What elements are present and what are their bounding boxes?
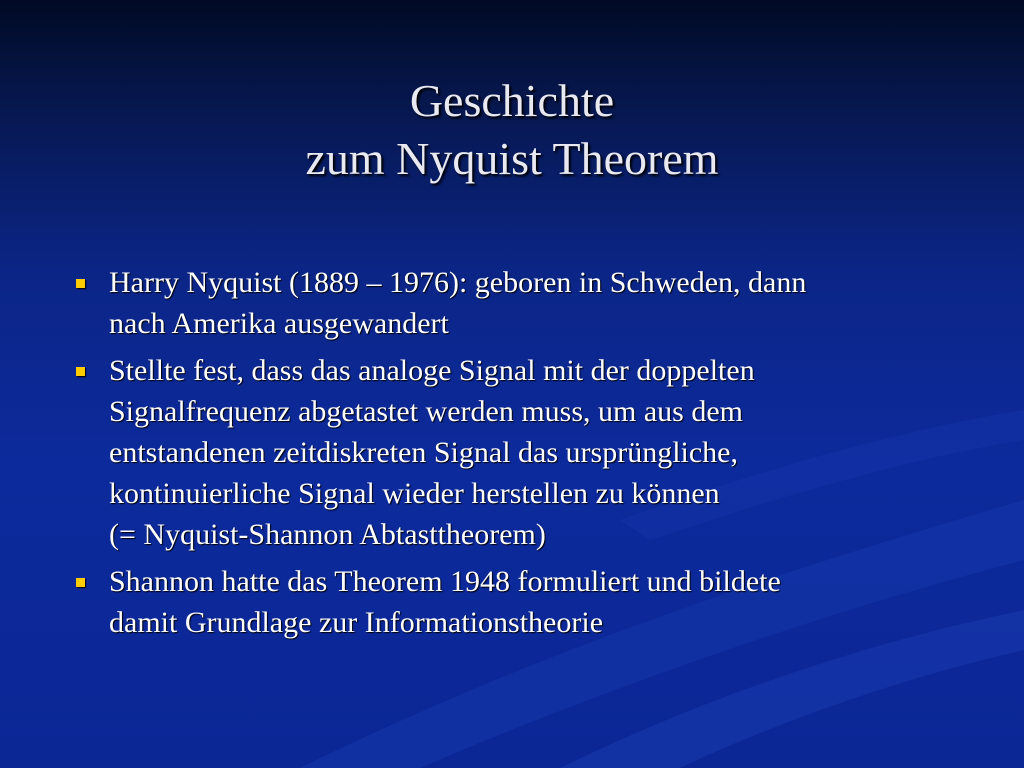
bullet-line: Harry Nyquist (1889 – 1976): geboren in Schweden, dann xyxy=(109,266,807,299)
bullet-line: (= Nyquist-Shannon Abtasttheorem) xyxy=(109,518,546,551)
bullet-line: Shannon hatte das Theorem 1948 formuliert und bildete xyxy=(109,565,781,598)
title-line-1: Geschichte xyxy=(409,75,615,126)
bullet-item-shannon xyxy=(70,561,990,643)
bullet-text xyxy=(109,350,990,555)
bullet-line: Signalfrequenz abgetastet werden muss, um aus dem xyxy=(109,395,743,428)
bullet-text xyxy=(109,262,990,344)
bullet-line: Stellte fest, dass das analoge Signal mit der doppelten xyxy=(109,354,755,387)
bullet-line: damit Grundlage zur Informationstheorie xyxy=(109,606,604,639)
bullet-line: nach Amerika ausgewandert xyxy=(109,307,449,340)
title-line-2: zum Nyquist Theorem xyxy=(305,133,719,184)
bullet-line: entstandenen zeitdiskreten Signal das ursprüngliche, xyxy=(109,436,738,469)
square-bullet-icon xyxy=(76,578,85,587)
bullet-list xyxy=(70,262,990,649)
bullet-text xyxy=(109,561,990,643)
square-bullet-icon xyxy=(76,367,85,376)
bullet-item-nyquist xyxy=(70,262,990,344)
bullet-item-theorem xyxy=(70,350,990,555)
slide-title xyxy=(0,72,1024,188)
bullet-line: kontinuierliche Signal wieder herstellen zu können xyxy=(109,477,720,510)
square-bullet-icon xyxy=(76,279,85,288)
